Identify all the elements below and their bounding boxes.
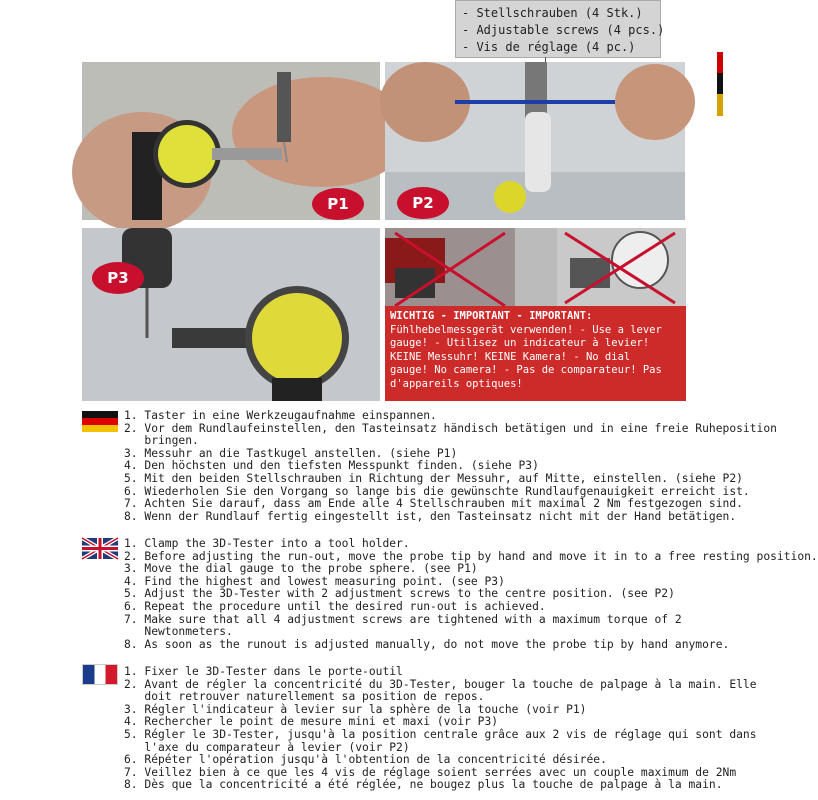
wrong-setup-illustration xyxy=(385,228,686,308)
list-item: 1. Clamp the 3D-Tester into a tool holder. xyxy=(124,537,410,550)
list-item: 1. Fixer le 3D-Tester dans le porte-outil xyxy=(124,665,403,678)
list-item: 4. Rechercher le point de mesure mini et maxi (voir P3) xyxy=(124,715,499,729)
list-item: doit retrouver naturellement sa position de repos. xyxy=(124,690,485,704)
list-item: l'axe du comparateur à levier (voir P2) xyxy=(124,740,410,754)
badge-p1: P1 xyxy=(312,188,364,220)
list-item: 5. Adjust the 3D-Tester with 2 adjustment screws to the centre position. (see P2) xyxy=(124,587,675,601)
callout-line: - Adjustable screws (4 pcs.) xyxy=(462,23,665,37)
list-item: 8. Dès que la concentricité a été réglée, ne bougez plus la touche de palpage à la main. xyxy=(124,778,723,792)
list-item: bringen. xyxy=(124,434,199,448)
list-item: 3. Move the dial gauge to the probe sphere. (see P1) xyxy=(124,562,478,576)
photo-p3 xyxy=(82,228,380,401)
warning-line: gauge! No camera! - Pas de comparateur! Pas xyxy=(390,364,662,376)
list-item: 2. Before adjusting the run-out, move the probe tip by hand and move it in to a free resting position. xyxy=(124,549,818,563)
english-instructions xyxy=(124,537,818,651)
list-item: 5. Mit den beiden Stellschrauben in Richtung der Messuhr, auf Mitte, einstellen. (siehe P2) xyxy=(124,471,743,485)
warning-box xyxy=(385,306,686,401)
photo-p3-illustration xyxy=(82,228,380,401)
list-item: 6. Répéter l'opération jusqu'à l'obtention de la concentricité désirée. xyxy=(124,753,607,767)
list-item: Newtonmeters. xyxy=(124,625,233,639)
list-item: 8. As soon as the runout is adjusted manually, do not move the probe tip by hand anymore. xyxy=(124,637,730,651)
list-item: 8. Wenn der Rundlauf fertig eingestellt ist, den Tasteinsatz nicht mit der Hand betätigen. xyxy=(124,509,737,523)
french-instructions xyxy=(124,665,757,792)
warning-line: gauge! - Utilisez un indicateur à levier! xyxy=(390,337,650,349)
list-item: 7. Achten Sie darauf, dass am Ende alle 4 Stellschrauben mit maximal 2 Nm festgezogen sind. xyxy=(124,497,743,511)
list-item: 4. Find the highest and lowest measuring point. (see P3) xyxy=(124,574,505,588)
callout-line: - Stellschrauben (4 Stk.) xyxy=(462,6,643,20)
adjustable-screws-callout xyxy=(455,0,665,58)
photo-p1 xyxy=(82,62,380,220)
list-item: 6. Wiederholen Sie den Vorgang so lange bis die gewünschte Rundlaufgenauigkeit erreicht ist. xyxy=(124,484,750,498)
badge-p2: P2 xyxy=(397,187,449,219)
german-flag-icon xyxy=(82,411,118,432)
list-item: 2. Avant de régler la concentricité du 3D-Tester, bouger la touche de palpage à la main. Elle xyxy=(124,677,757,691)
warning-line: KEINE Messuhr! KEINE Kamera! - No dial xyxy=(390,350,631,363)
warning-line: d'appareils optiques! xyxy=(390,377,523,390)
uk-flag-icon xyxy=(82,538,118,559)
photo-p2 xyxy=(385,62,685,220)
warning-title: WICHTIG - IMPORTANT - IMPORTANT: xyxy=(390,310,593,322)
list-item: 7. Make sure that all 4 adjustment screws are tightened with a maximum torque of 2 xyxy=(124,612,682,626)
callout-line: - Vis de réglage (4 pc.) xyxy=(462,40,636,54)
list-item: 5. Régler le 3D-Tester, jusqu'à la position centrale grâce aux 2 vis de réglage qui sont dans xyxy=(124,727,757,741)
list-item: 3. Régler l'indicateur à levier sur la sphère de la touche (voir P1) xyxy=(124,702,587,716)
photo-wrong-setups xyxy=(385,228,686,308)
warning-line: Fühlhebelmessgerät verwenden! - Use a lever xyxy=(390,323,662,336)
list-item: 3. Messuhr an die Tastkugel anstellen. (siehe P1) xyxy=(124,446,458,460)
flag-strip xyxy=(717,52,723,116)
list-item: 6. Repeat the procedure until the desired run-out is achieved. xyxy=(124,599,546,613)
german-instructions xyxy=(124,409,777,523)
list-item: 4. Den höchsten und den tiefsten Messpunkt finden. (siehe P3) xyxy=(124,459,539,473)
list-item: 1. Taster in eine Werkzeugaufnahme einspannen. xyxy=(124,409,437,422)
french-flag-icon xyxy=(82,664,118,685)
list-item: 7. Veillez bien à ce que les 4 vis de réglage soient serrées avec un couple maximum de 2Nm xyxy=(124,765,737,779)
list-item: 2. Vor dem Rundlaufeinstellen, den Tasteinsatz händisch betätigen und in eine freie Ruheposition xyxy=(124,421,777,435)
badge-p3: P3 xyxy=(92,262,144,294)
